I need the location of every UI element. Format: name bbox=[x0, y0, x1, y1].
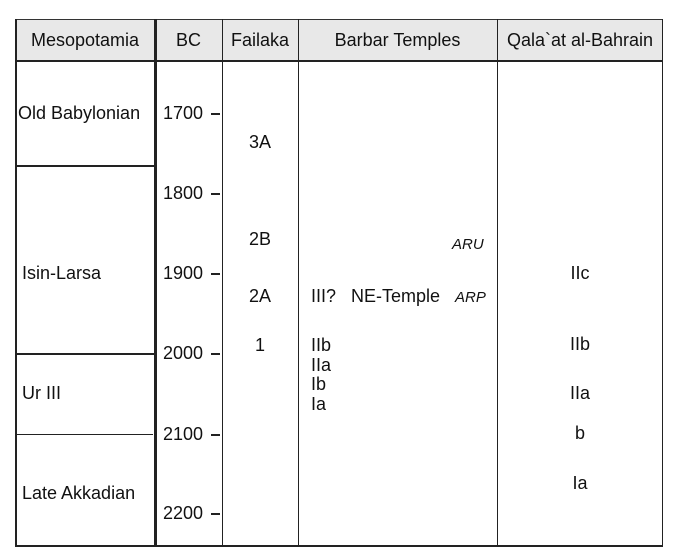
left-border bbox=[15, 19, 17, 547]
period-ur-iii: Ur III bbox=[22, 383, 61, 403]
column-divider-failaka bbox=[298, 19, 300, 547]
tick-mark bbox=[211, 273, 220, 275]
right-border bbox=[662, 19, 664, 547]
barbar-phase-iia: IIa bbox=[311, 355, 332, 375]
bc-tick-1900: 1900 bbox=[163, 263, 204, 283]
failaka-2b: 2B bbox=[248, 229, 272, 249]
barbar-ne-temple: NE-Temple bbox=[351, 286, 441, 306]
failaka-3a: 3A bbox=[248, 132, 272, 152]
period-divider-1 bbox=[15, 165, 155, 167]
tick-mark bbox=[211, 353, 220, 355]
header-barbar-temples: Barbar Temples bbox=[334, 30, 461, 50]
tick-mark bbox=[211, 434, 220, 436]
bc-tick-2100: 2100 bbox=[163, 424, 204, 444]
period-isin-larsa: Isin-Larsa bbox=[22, 263, 102, 283]
barbar-arp: ARP bbox=[455, 289, 486, 306]
period-divider-2 bbox=[15, 353, 155, 355]
period-old-babylonian: Old Babylonian bbox=[18, 103, 141, 123]
period-divider-3 bbox=[15, 434, 153, 435]
barbar-phase-ia: Ia bbox=[311, 394, 327, 414]
column-divider-barbar bbox=[497, 19, 499, 547]
barbar-phase-iib: IIb bbox=[311, 335, 332, 355]
chronology-table bbox=[15, 19, 663, 547]
column-divider-mesopotamia bbox=[154, 19, 157, 547]
bc-tick-2000: 2000 bbox=[163, 343, 204, 363]
tick-mark bbox=[211, 513, 220, 515]
period-late-akkadian: Late Akkadian bbox=[22, 483, 136, 503]
column-divider-bc bbox=[222, 19, 224, 547]
header-bc: BC bbox=[175, 30, 201, 50]
header-qalat-al-bahrain: Qala`at al-Bahrain bbox=[506, 30, 654, 50]
header-mesopotamia: Mesopotamia bbox=[30, 30, 140, 50]
qalat-iic: IIc bbox=[570, 263, 590, 283]
header-failaka: Failaka bbox=[230, 30, 290, 50]
barbar-aru: ARU bbox=[452, 236, 484, 253]
bc-tick-1800: 1800 bbox=[163, 183, 204, 203]
bc-tick-2200: 2200 bbox=[163, 503, 204, 523]
tick-mark bbox=[211, 193, 220, 195]
qalat-b: b bbox=[574, 423, 585, 443]
bottom-border bbox=[15, 545, 663, 548]
bc-tick-1700: 1700 bbox=[163, 103, 204, 123]
barbar-iii: III? bbox=[311, 286, 337, 306]
table-header bbox=[15, 19, 663, 62]
failaka-1: 1 bbox=[254, 335, 265, 355]
qalat-iib: IIb bbox=[569, 334, 590, 354]
qalat-ia: Ia bbox=[572, 473, 588, 493]
qalat-iia: IIa bbox=[569, 383, 590, 403]
tick-mark bbox=[211, 113, 220, 115]
failaka-2a: 2A bbox=[248, 286, 272, 306]
barbar-phase-ib: Ib bbox=[311, 374, 327, 394]
